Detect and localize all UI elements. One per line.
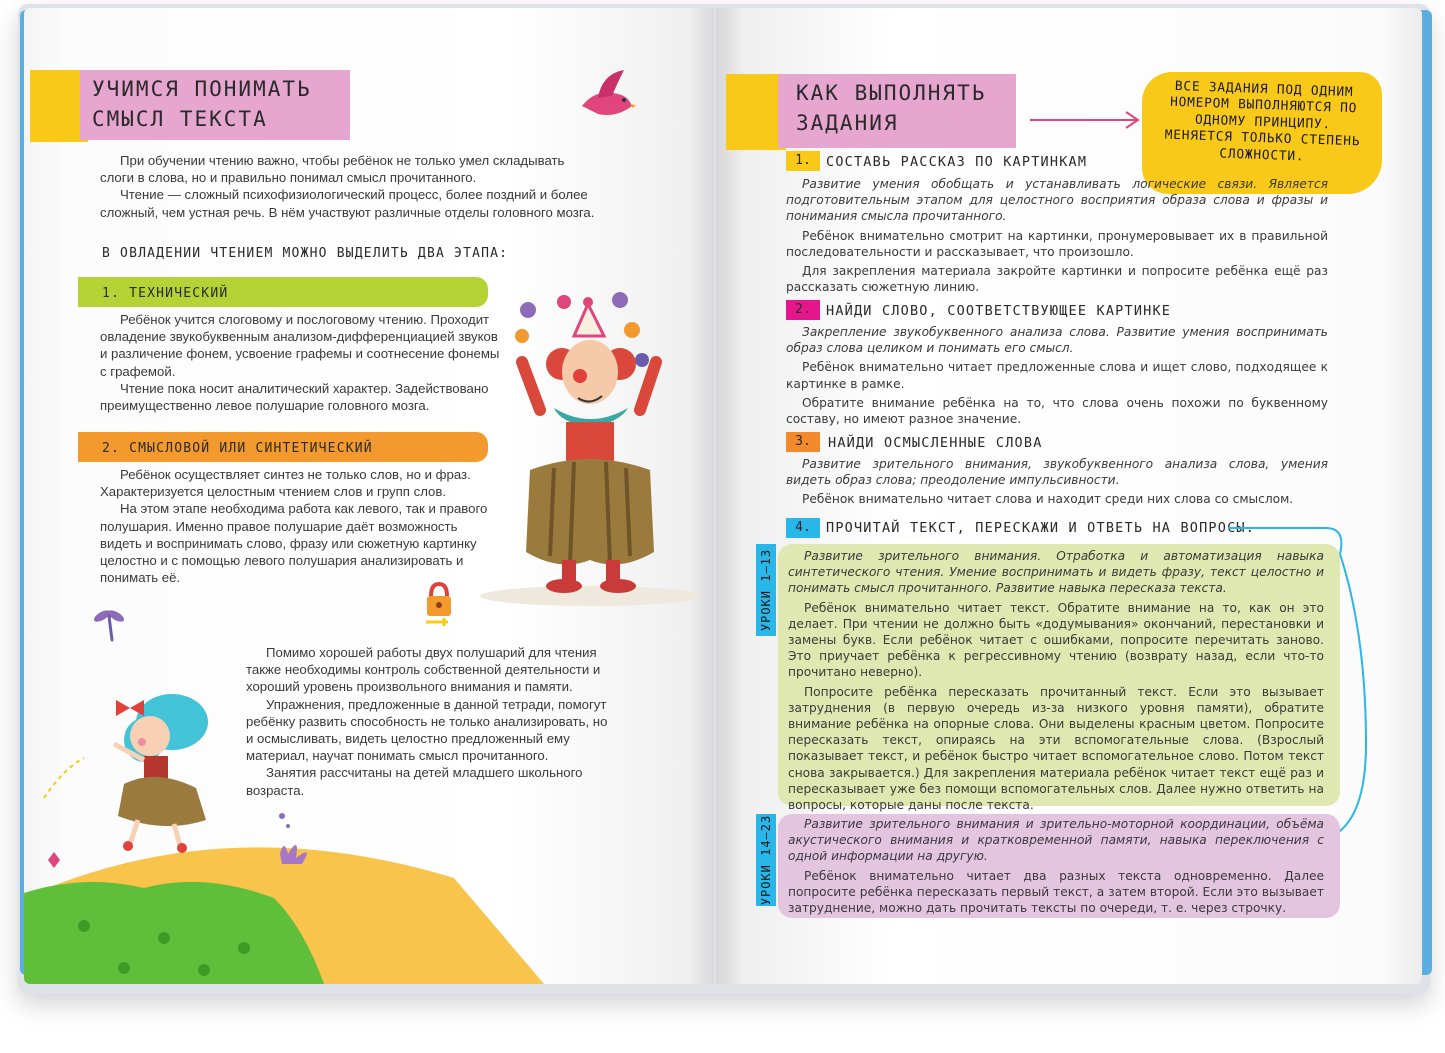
lessons-b-text: Развитие зрительного внимания и зрительно-моторной координации, объёма акустического внимания и кратковременной памяти, навыка переключения с одной информации на другую. Ребёнок внимательно читает два разных текста одновременно. Далее попросите ребёнка пересказать первый текст, а затем второй. Если это вызывает затруднение, можно дать прочитать тексты по очереди, т. е. через строчку. xyxy=(788,817,1324,916)
task2-title: НАЙДИ СЛОВО, СООТВЕТСТВУЮЩЕЕ КАРТИНКЕ xyxy=(826,303,1172,319)
note-text: ВСЕ ЗАДАНИЯ ПОД ОДНИМ НОМЕРОМ ВЫПОЛНЯЮТСЯ ПО ОДНОМУ ПРИНЦИПУ. МЕНЯЕТСЯ ТОЛЬКО СТЕПЕНЬ СЛОЖНОСТИ. xyxy=(1164,78,1361,165)
task4-num: 4. xyxy=(786,518,820,538)
task1-num: 1. xyxy=(786,151,820,171)
page-title-left: УЧИМСЯ ПОНИМАТЬ СМЫСЛ ТЕКСТА xyxy=(80,70,350,140)
stage2-label: 2. СМЫСЛОВОЙ ИЛИ СИНТЕТИЧЕСКИЙ xyxy=(102,441,373,456)
lessons-b-tag: УРОКИ 14–23 xyxy=(756,814,776,906)
task3-title: НАЙДИ ОСМЫСЛЕННЫЕ СЛОВА xyxy=(828,435,1043,451)
task4-title: ПРОЧИТАЙ ТЕКСТ, ПЕРЕСКАЖИ И ОТВЕТЬ НА ВОПРОСЫ. xyxy=(826,520,1256,536)
task2-num: 2. xyxy=(786,300,820,320)
task3-text: Развитие зрительного внимания, звукобуквенного анализа слова, умения видеть образ слова; преодоление импульсивности. Ребёнок внимательно читает слова и находит среди них слова со смыслом. xyxy=(786,457,1328,507)
right-page xyxy=(716,8,1422,984)
dragonfly-icon xyxy=(92,604,126,644)
lessons-a-text: Развитие зрительного внимания. Отработка и автоматизация навыка синтетического чтения. Умение воспринимать и видеть фразу, текст целостно и понимать смысл прочитанного. Развитие навыка пересказа текста. Ребёнок внимательно читает текст. Обратите внимание на то, как он это делает. При чтении не должно быть «додумывания» окончаний, перестановки и замены букв. Если ребёнок читает с ошибками, попросите перечитать заново. Это приучает ребёнка к регрессивному чтению (возврату назад, если что-то прочитано неверно). Попросите ребёнка пересказать прочитанный текст. Если это вызывает затруднения (в первую очередь из-за низкого уровня памяти), обратите внимание ребёнка на опорные слова. Они выделены красным цветом. Попросите пересказать текст, опираясь на эти вспомогательные слова. (Взрослый показывает текст, и ребёнок быстро читает вспомогательное слово. Потом текст снова закрывается.) Для закрепления материала ребёнок читает текст ещё раз и пересказывает уже без помощи вспомогательных слов. Далее нужно ответить на вопросы, которые даны после текста. xyxy=(788,549,1324,813)
padlock-key-icon xyxy=(422,580,456,626)
lessons-a-tag: УРОКИ 1–13 xyxy=(756,544,776,636)
task2-text: Закрепление звукобуквенного анализа слова. Развитие умения воспринимать образ слова целиком и понимать его смысл. Ребёнок внимательно читает предложенные слова и ищет слово, подходящее к картинке в рамке. Обратите внимание ребёнка на то, что слова очень похожи по буквенному составу, но имеют разное значение. xyxy=(786,325,1328,427)
task3-num: 3. xyxy=(786,432,820,452)
left-page xyxy=(24,8,714,984)
task1-title: СОСТАВЬ РАССКАЗ ПО КАРТИНКАМ xyxy=(826,154,1088,170)
title-tab-right xyxy=(726,74,786,150)
intro-text: При обучении чтению важно, чтобы ребёнок не только умел складывать слоги в слова, но и правильно понимал смысл прочитанного. Чтение — сложный психофизиологический процесс, более поздний и более сложный, чем устная речь. В нём участвуют различные отделы головного мозга. xyxy=(100,153,595,220)
task1-text: Развитие умения обобщать и устанавливать логические связи. Является подготовительным этапом для целостного восприятия образа слова и фразы и понимания смысла прочитанного. Ребёнок внимательно смотрит на картинки, пронумеровывает их в правильной последовательности и рассказывает, что произошло. Для закрепления материала закройте картинки и попросите ребёнка ещё раз рассказать сюжетную линию. xyxy=(786,177,1328,295)
clown-illustration xyxy=(470,290,700,610)
bird-icon xyxy=(576,66,636,122)
girl-dancing-illustration xyxy=(24,648,714,984)
stage1-label: 1. ТЕХНИЧЕСКИЙ xyxy=(102,286,229,301)
bottom-text: Помимо хорошей работы двух полушарий для чтения также необходимы контроль собственной деятельности и хороший уровень произвольного внимания и памяти. Упражнения, предложенные в данной тетради, помогут ребёнку развить способность не только анализировать, но и осмысливать, видеть целостно предложенный ему материал, научат понимать смысл прочитанного. Занятия рассчитаны на детей младшего школьного возраста. xyxy=(246,645,608,798)
stages-heading: В ОВЛАДЕНИИ ЧТЕНИЕМ МОЖНО ВЫДЕЛИТЬ ДВА ЭТАПА: xyxy=(102,246,509,261)
page-title-right: КАК ВЫПОЛНЯТЬ ЗАДАНИЯ xyxy=(778,74,1016,148)
stage1-text: Ребёнок учится слоговому и послоговому чтению. Проходит овладение звукобуквенным анализом-дифференциацией звуков и различение фонем, усвоение графемы и соотнесение фонемы с графемой. Чтение пока носит аналитический характер. Задействовано преимущественно левое полушарие головного мозга. xyxy=(100,312,500,414)
stage2-text: Ребёнок осуществляет синтез не только слов, но и фраз. Характеризуется целостным чтением слов и групп слов. На этом этапе необходима работа как левого, так и правого полушария. Именно правое полушарие даёт возможность видеть и воспринимать слово, фразу или сюжетную картинку целостно и с помощью левого полушария анализировать и понимать её. xyxy=(100,467,488,586)
arrow-icon xyxy=(1026,108,1146,132)
